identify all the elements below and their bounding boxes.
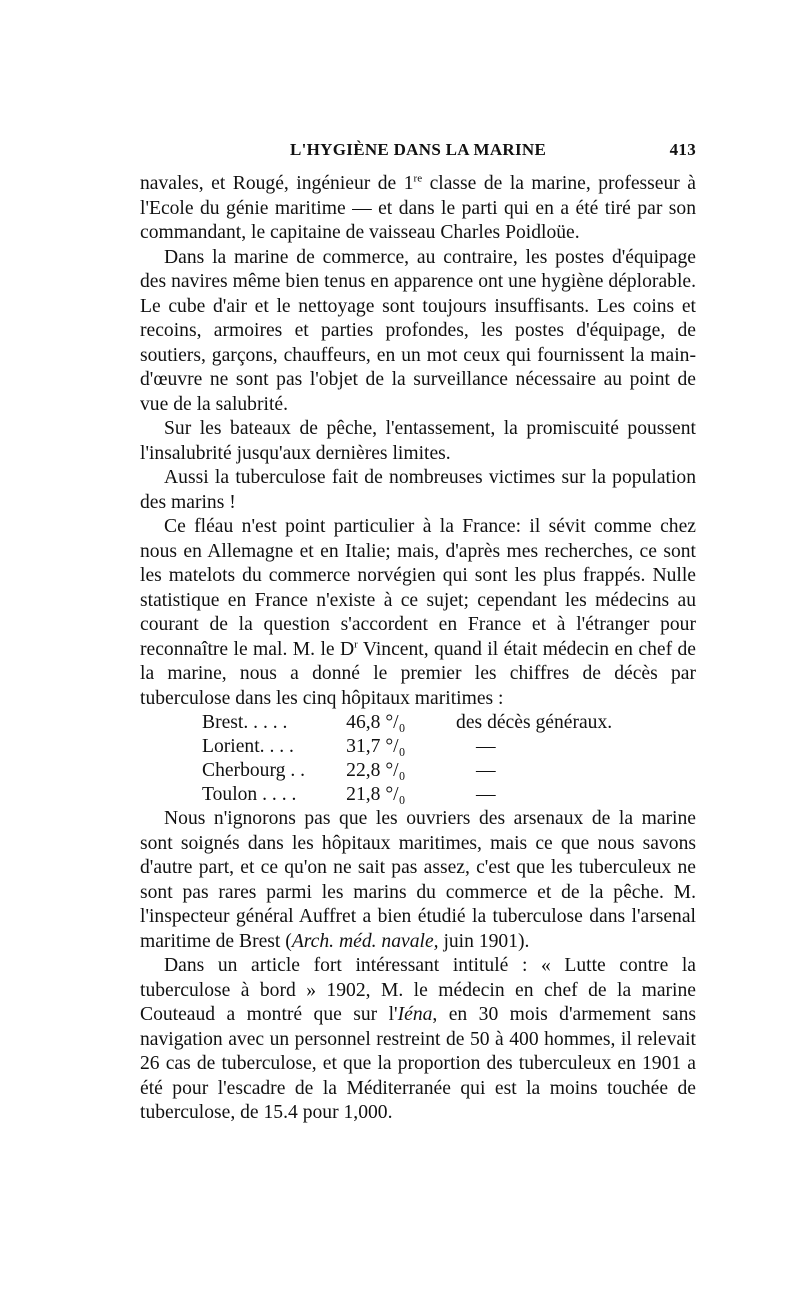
paragraph-1-text-b: classe de la marine, professeur à l'Ecole du génie maritime — et dans le parti qui en a été tiré par son commandant, le capitaine de vaisseau Charles Poidloüe. <box>140 173 696 243</box>
stats-city: Toulon . . . . <box>202 784 297 805</box>
ship-name: Iéna <box>397 1004 433 1025</box>
stats-row <box>202 783 696 807</box>
journal-citation: Arch. méd. navale, <box>291 930 439 952</box>
stats-percent: 31,7 °/₀ <box>346 736 406 757</box>
stats-city: Brest. . . . . <box>202 712 288 733</box>
paragraph-1 <box>140 172 696 246</box>
stats-row <box>202 711 696 735</box>
paragraph-7-text-a: Dans un article fort intéressant intitulé : « Lutte contre la tuberculose à bord » 1902, M. le médecin en chef de la marine Couteaud a montré que sur l' <box>140 955 696 1025</box>
ordinal-superscript: re <box>413 172 423 185</box>
stats-percent: 22,8 °/₀ <box>346 760 406 781</box>
paragraph-4: Aussi la tuberculose fait de nombreuses victimes sur la population des marins ! <box>140 467 696 513</box>
paragraph-5 <box>140 515 696 711</box>
paragraph-1-text-a: navales, et Rougé, ingénieur de 1 <box>140 173 414 194</box>
stats-percent: 46,8 °/₀ <box>346 712 406 733</box>
page-number: 413 <box>669 140 696 159</box>
stats-note: — <box>476 736 496 757</box>
paragraph-3: Sur les bateaux de pêche, l'entassement, la promiscuité poussent l'insalubrité jusqu'aux dernières limites. <box>140 418 696 464</box>
paragraph-5-text-a: Ce fléau n'est point particulier à la France: il sévit comme chez nous en Allemagne et en Italie; mais, d'après mes recherches, ce sont les matelots du commerce norvégien qui sont les plus frappés. Nulle statistique en France n'existe à ce sujet; cependant les médecins au courant de la question s'accordent en France et à l'étranger pour reconnaître le mal. M. le D <box>140 516 696 660</box>
stats-row <box>202 759 696 783</box>
stats-note: des décès généraux. <box>456 712 613 733</box>
tuberculosis-stats-table <box>202 711 696 807</box>
doctor-superscript: r <box>354 637 358 650</box>
paragraph-2: Dans la marine de commerce, au contraire, les postes d'équipage des navires même bien tenus en apparence ont une hygiène déplorable. Le cube d'air et le nettoyage sont toujours insuffisants. Les coins et recoins, armoires et parties profondes, les postes d'équipage, de soutiers, garçons, chauffeurs, en un mot ceux qui fournissent la main-d'œuvre ne sont pas l'objet de la surveillance nécessaire au point de vue de la salubrité. <box>140 246 696 415</box>
body-text <box>140 172 696 1126</box>
stats-note: — <box>476 760 496 781</box>
paragraph-5-text-b: Vincent, quand il était médecin en chef de la marine, nous a donné le premier les chiffres de décès par tuberculose dans les cinq hôpitaux maritimes : <box>140 638 696 709</box>
stats-percent: 21,8 °/₀ <box>346 784 406 805</box>
stats-city: Lorient. . . . <box>202 736 294 757</box>
stats-row <box>202 735 696 759</box>
paragraph-6-text-a: Nous n'ignorons pas que les ouvriers des arsenaux de la marine sont soignés dans les hôpitaux maritimes, mais ce que nous savons d'autre part, et ce qu'on ne sait pas assez, c'est que les tuberculeux ne sont pas rares parmi les marins du commerce et de la pêche. M. l'inspecteur général Auffret a bien étudié la tuberculose dans l'arsenal maritime de Brest ( <box>140 808 696 952</box>
stats-note: — <box>476 784 496 805</box>
page-header <box>140 140 696 164</box>
running-title: L'HYGIÈNE DANS LA MARINE <box>290 140 547 159</box>
paragraph-6-text-b: juin 1901). <box>438 930 530 952</box>
paragraph-7-text-b: , en 30 mois d'armement sans navigation avec un personnel restreint de 50 à 400 hommes, il relevait 26 cas de tuberculose, et que la proportion des tuberculeux en 1901 a été pour l'escadre de la Méditerranée qui est la moins touchée de tuberculose, de 15.4 pour 1,000. <box>140 1004 696 1123</box>
stats-city: Cherbourg . . <box>202 760 306 781</box>
paragraph-7 <box>140 954 696 1126</box>
paragraph-6 <box>140 807 696 954</box>
